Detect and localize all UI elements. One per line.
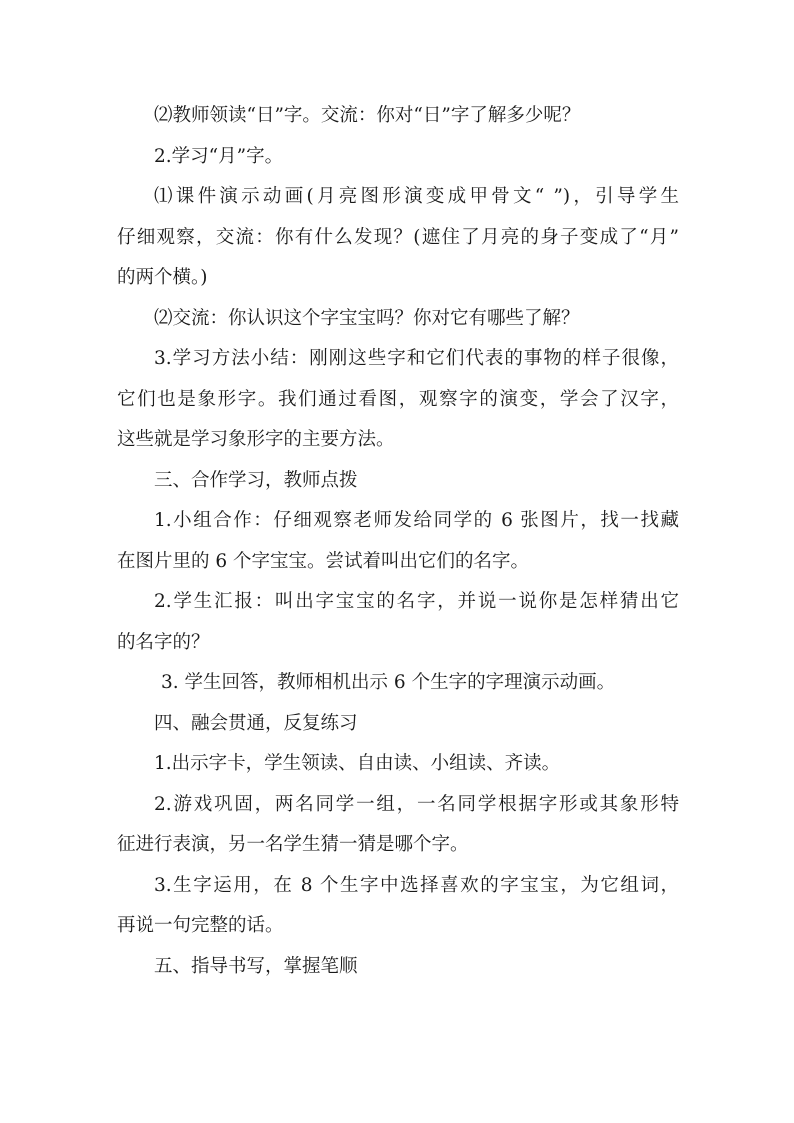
paragraph-line: ⑴课件演示动画(月亮图形演变成甲骨文“ ”)，引导学生	[154, 186, 679, 207]
paragraph-line: 3.学习方法小结：刚刚这些字和它们代表的事物的样子很像，	[154, 348, 679, 369]
paragraph-line: 2.学习“月”字。	[154, 145, 284, 167]
paragraph-teacher-reads-ri	[117, 96, 679, 137]
paragraph-courseware-animation-line-3	[117, 258, 679, 299]
paragraph-student-report-line-1	[117, 582, 679, 623]
paragraph-learn-yue-heading	[117, 137, 679, 178]
paragraph-line: 在图片里的 6 个字宝宝。尝试着叫出它们的名字。	[117, 550, 530, 572]
paragraph-student-report-line-2	[117, 623, 679, 664]
paragraph-courseware-animation-line-1	[117, 177, 679, 218]
section-heading-practice	[117, 704, 679, 745]
paragraph-line: 1.小组合作：仔细观察老师发给同学的 6 张图片，找一找藏	[154, 510, 679, 531]
paragraph-line: 仔细观察，交流：你有什么发现？(遮住了月亮的身子变成了“月”	[117, 226, 679, 248]
paragraph-student-answer	[117, 663, 679, 704]
paragraph-method-summary-line-1	[117, 339, 679, 380]
paragraph-line: 1.出示字卡，学生领读、自由读、小组读、齐读。	[154, 753, 561, 774]
paragraph-line: 征进行表演，另一名学生猜一猜是哪个字。	[117, 834, 469, 855]
paragraph-line: ⑵教师领读“日”字。交流：你对“日”字了解多少呢？	[154, 105, 581, 126]
paragraph-line: 3.生字运用，在 8 个生字中选择喜欢的字宝宝，为它组词，	[154, 874, 679, 896]
section-heading-cooperative-learning	[117, 461, 679, 502]
paragraph-line: 2.学生汇报：叫出字宝宝的名字，并说一说你是怎样猜出它	[154, 591, 679, 612]
section-heading-text: 五、指导书写，掌握笔顺	[154, 955, 358, 977]
paragraph-line: 的名字的？	[117, 631, 210, 653]
paragraph-character-usage-line-2	[117, 906, 679, 947]
paragraph-method-summary-line-2	[117, 380, 679, 421]
paragraph-line: 再说一句完整的话。	[117, 915, 284, 936]
paragraph-courseware-animation-line-2	[117, 218, 679, 259]
paragraph-game-line-2	[117, 825, 679, 866]
section-heading-text: 四、融会贯通，反复练习	[154, 712, 358, 734]
document-body	[117, 96, 679, 987]
paragraph-line: 这些就是学习象形字的主要方法。	[117, 429, 395, 450]
paragraph-group-cooperation-line-2	[117, 542, 679, 583]
section-heading-writing-guidance	[117, 947, 679, 988]
paragraph-discussion	[117, 299, 679, 340]
paragraph-character-usage-line-1	[117, 866, 679, 907]
paragraph-show-cards	[117, 744, 679, 785]
section-heading-text: 三、合作学习，教师点拨	[154, 469, 358, 491]
paragraph-game-line-1	[117, 785, 679, 826]
paragraph-line: ⑵交流：你认识这个字宝宝吗？你对它有哪些了解？	[154, 307, 580, 329]
paragraph-line: 2.游戏巩固，两名同学一组，一名同学根据字形或其象形特	[154, 793, 679, 815]
paragraph-line: 3. 学生回答，教师相机出示 6 个生字的字理演示动画。	[161, 672, 616, 693]
paragraph-group-cooperation-line-1	[117, 501, 679, 542]
paragraph-method-summary-line-3	[117, 420, 679, 461]
paragraph-line: 它们也是象形字。我们通过看图，观察字的演变，学会了汉字，	[117, 388, 679, 410]
paragraph-line: 的两个横。)	[117, 267, 208, 288]
